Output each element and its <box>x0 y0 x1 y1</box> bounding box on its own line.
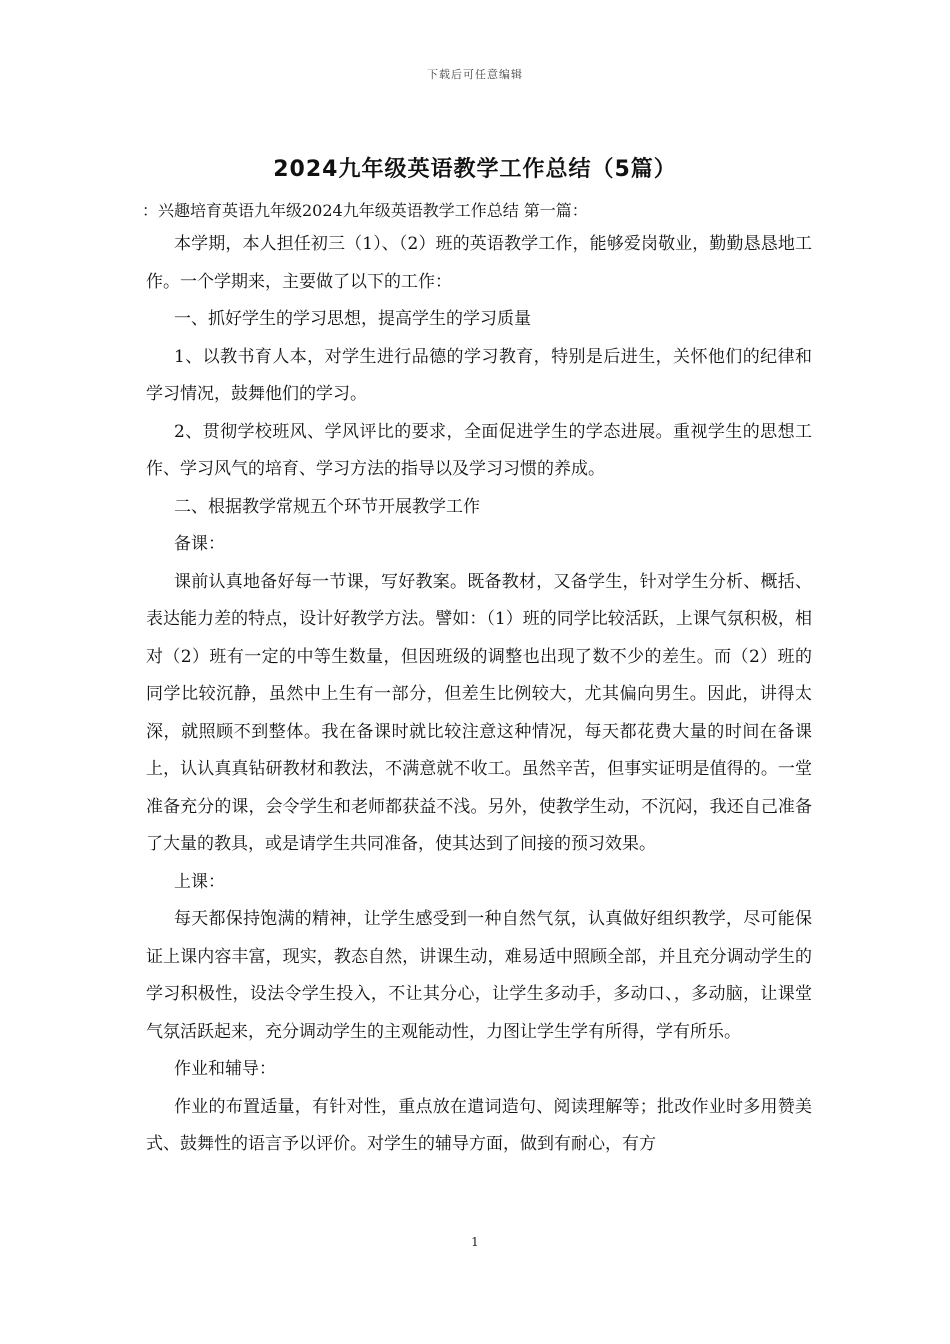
paragraph: 1、以教书育人本，对学生进行品德的学习教育，特别是后进生，关怀他们的纪律和学习情况，鼓舞他们的学习。 <box>146 346 812 404</box>
section-heading: 二、根据教学常规五个环节开展教学工作 <box>174 496 480 517</box>
paragraph: 课前认真地备好每一节课，写好教案。既备教材，又备学生，针对学生分析、概括、表达能力差的特点，设计好教学方法。譬如：（1）班的同学比较活跃，上课气氛积极，相对（2）班有一定的中等生数量，但因班级的调整也出现了数不少的差生。而（2）班的同学比较沉静，虽然中上生有一部分，但差生比例较大，尤其偏向男生。因此，讲得太深，就照顾不到整体。我在备课时就比较注意这种情况，每天都花费大量的时间在备课上，认认真真钻研教材和教法，不满意就不收工。虽然辛苦，但事实证明是值得的。一堂准备充分的课，会令学生和老师都获益不浅。另外，使教学生动，不沉闷，我还自己准备了大量的教具，或是请学生共同准备，使其达到了间接的预习效果。 <box>146 571 812 854</box>
paragraph: 每天都保持饱满的精神，让学生感受到一种自然气氛，认真做好组织教学，尽可能保证上课内容丰富，现实，教态自然，讲课生动，难易适中照顾全部，并且充分调动学生的学习积极性，设法令学生投入，不让其分心，让学生多动手，多动口、，多动脑，让课堂气氛活跃起来，充分调动学生的主观能动性，力图让学生学有所得，学有所乐。 <box>146 909 812 1042</box>
section-heading: 一、抓好学生的学习思想，提高学生的学习质量 <box>174 309 531 329</box>
subheading: 作业和辅导： <box>174 1059 276 1079</box>
header-note: 下载后可任意编辑 <box>427 68 523 81</box>
page-number: 1 <box>471 1235 479 1249</box>
subheading: 备课： <box>174 534 225 554</box>
document-title: 2024九年级英语教学工作总结（5篇） <box>273 157 677 182</box>
paragraph: 2、贯彻学校班风、学风评比的要求，全面促进学生的学态进展。重视学生的思想工作、学习风气的培育、学习方法的指导以及学习习惯的养成。 <box>146 421 812 479</box>
paragraph: 本学期，本人担任初三（1）、（2）班的英语教学工作，能够爱岗敬业，勤勤恳恳地工作。一个学期来，主要做了以下的工作： <box>146 234 812 292</box>
lead-line: ：兴趣培育英语九年级2024九年级英语教学工作总结 第一篇： <box>142 201 588 220</box>
subheading: 上课： <box>174 871 225 892</box>
paragraph: 作业的布置适量，有针对性，重点放在遣词造句、阅读理解等；批改作业时多用赞美式、鼓舞性的语言予以评价。对学生的辅导方面，做到有耐心，有方 <box>146 1096 812 1154</box>
document-body <box>142 196 812 1164</box>
